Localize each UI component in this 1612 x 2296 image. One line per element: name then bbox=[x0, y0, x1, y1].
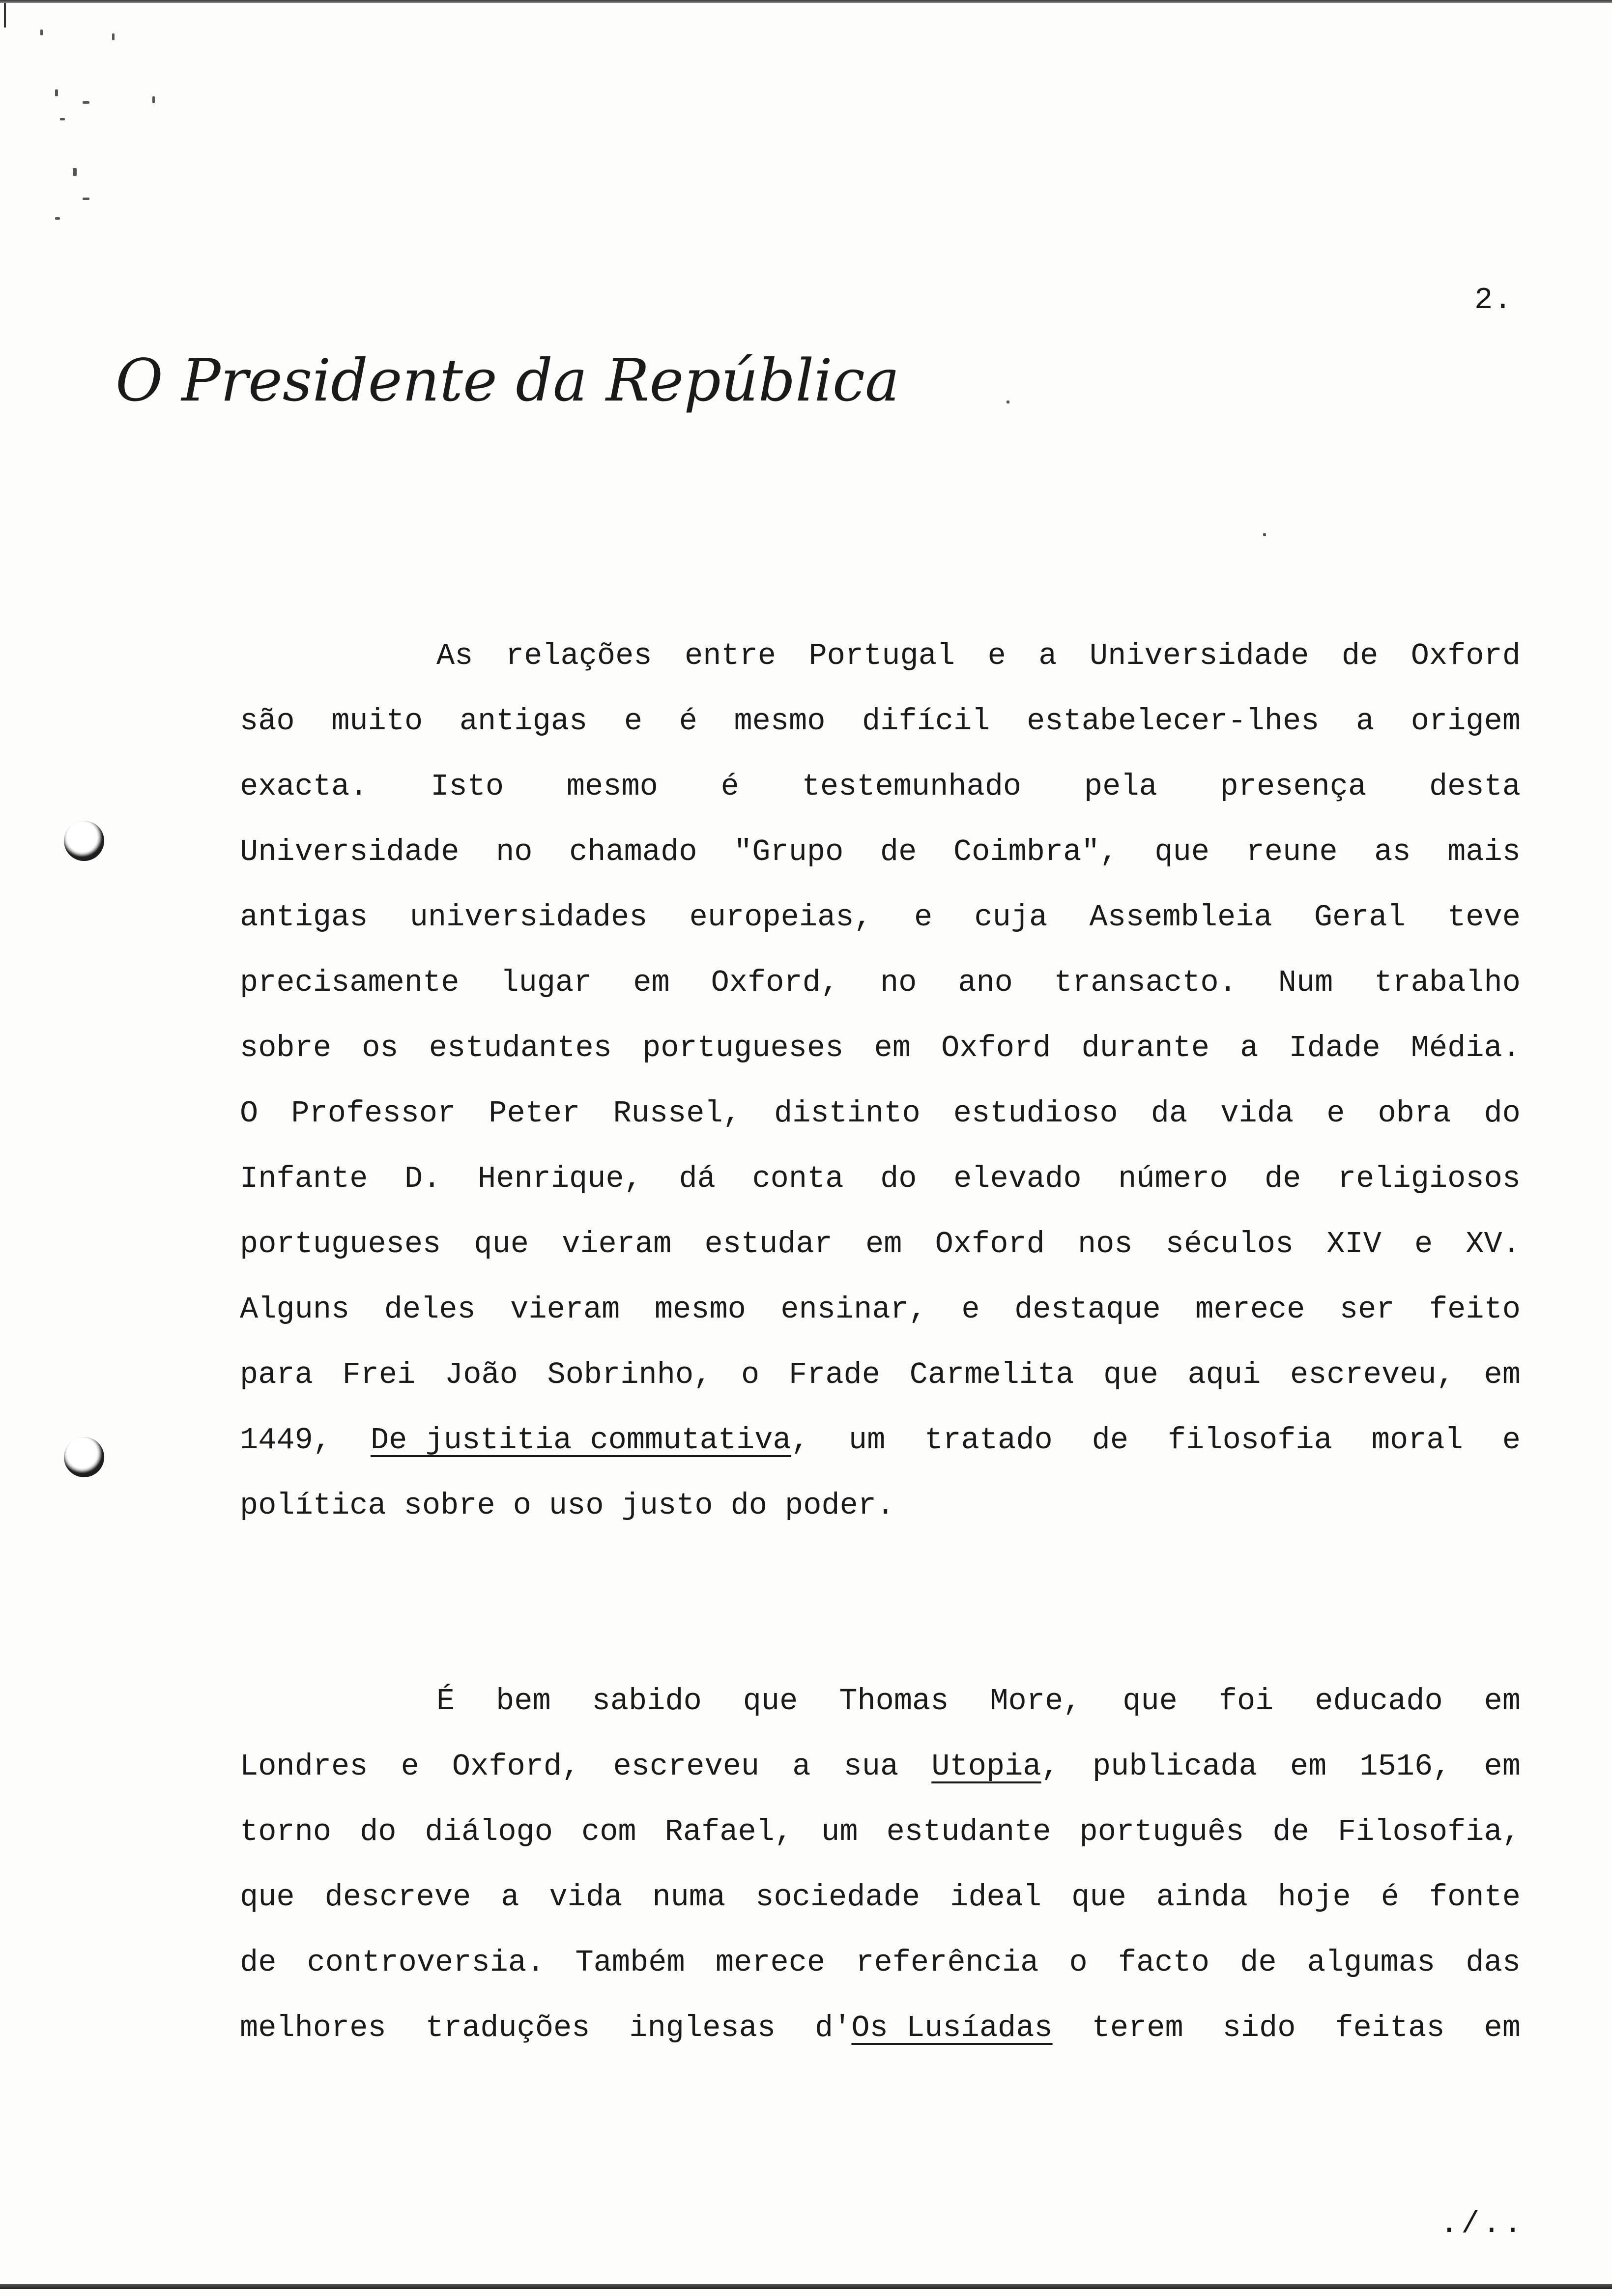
word: um bbox=[848, 1423, 886, 1458]
word: vida bbox=[1220, 1096, 1294, 1131]
word: More, bbox=[990, 1684, 1082, 1719]
word: que bbox=[474, 1227, 529, 1262]
word: com bbox=[581, 1814, 636, 1849]
word: os bbox=[362, 1031, 399, 1065]
word: muito bbox=[331, 704, 423, 739]
word: religiosos bbox=[1337, 1161, 1521, 1196]
word: e bbox=[624, 704, 643, 739]
word: Portugal bbox=[808, 638, 955, 673]
word: e bbox=[961, 1292, 980, 1327]
word: de bbox=[1272, 1814, 1309, 1849]
word: Oxford, bbox=[452, 1749, 580, 1784]
word: do bbox=[360, 1814, 397, 1849]
word: As bbox=[436, 638, 473, 673]
word: XV. bbox=[1466, 1227, 1521, 1262]
scan-top-edge bbox=[0, 0, 1612, 3]
word: e bbox=[987, 638, 1006, 673]
scan-speck bbox=[55, 217, 60, 220]
word: para bbox=[240, 1357, 313, 1392]
scan-edge-mark bbox=[4, 3, 6, 28]
word: ensinar, bbox=[780, 1292, 927, 1327]
word: justo bbox=[621, 1488, 713, 1523]
word: bem bbox=[496, 1684, 551, 1719]
text-line bbox=[240, 1473, 1521, 1538]
word: estudantes bbox=[429, 1031, 612, 1065]
word: Carmelita bbox=[909, 1357, 1074, 1392]
word: mais bbox=[1447, 834, 1521, 869]
word: que bbox=[240, 1880, 295, 1915]
word: que bbox=[743, 1684, 798, 1719]
text-line bbox=[240, 819, 1521, 885]
word: filosofia bbox=[1167, 1423, 1332, 1458]
word: descreve bbox=[324, 1880, 471, 1915]
word: distinto bbox=[774, 1096, 921, 1131]
text-line bbox=[240, 1799, 1521, 1865]
text-line bbox=[240, 1865, 1521, 1930]
book-title-utopia: Utopia bbox=[931, 1749, 1041, 1784]
word: referência bbox=[856, 1945, 1039, 1980]
word: Peter bbox=[489, 1096, 580, 1131]
word: são bbox=[240, 704, 295, 739]
scan-speck bbox=[112, 33, 115, 40]
text-line bbox=[240, 754, 1521, 819]
word: que bbox=[1071, 1880, 1126, 1915]
scan-speck bbox=[40, 29, 43, 35]
word: estabelecer-lhes bbox=[1027, 704, 1320, 739]
word: Num bbox=[1278, 965, 1333, 1000]
word: merece bbox=[1195, 1292, 1305, 1327]
word: difícil bbox=[862, 704, 990, 739]
word: do bbox=[730, 1488, 767, 1523]
word: estudante bbox=[886, 1814, 1051, 1849]
scan-speck bbox=[60, 118, 65, 120]
word: Professor bbox=[291, 1096, 456, 1131]
word: portugueses bbox=[240, 1227, 441, 1262]
word: de bbox=[880, 834, 917, 869]
scan-bottom-edge bbox=[0, 2284, 1612, 2289]
word: da bbox=[1151, 1096, 1188, 1131]
word: antigas bbox=[240, 900, 368, 935]
scan-speck bbox=[83, 101, 89, 104]
word: hoje bbox=[1277, 1880, 1351, 1915]
word: ser bbox=[1339, 1292, 1395, 1327]
word: Oxford, bbox=[711, 965, 839, 1000]
word: em bbox=[1290, 1749, 1327, 1784]
word: transacto. bbox=[1054, 965, 1237, 1000]
word: séculos bbox=[1165, 1227, 1294, 1262]
word: no bbox=[496, 834, 533, 869]
word: sociedade bbox=[755, 1880, 921, 1915]
word: a bbox=[792, 1749, 811, 1784]
word: e bbox=[401, 1749, 419, 1784]
word: Rafael, bbox=[664, 1814, 793, 1849]
word: Média. bbox=[1410, 1031, 1521, 1065]
word: Oxford bbox=[941, 1031, 1051, 1065]
text-line bbox=[240, 1407, 1521, 1473]
word: ano bbox=[958, 965, 1013, 1000]
word: inglesas bbox=[629, 2010, 776, 2045]
word: Henrique, bbox=[478, 1161, 642, 1196]
punch-hole bbox=[64, 821, 104, 861]
word-group bbox=[931, 1734, 1059, 1799]
word: sobre bbox=[240, 1031, 332, 1065]
word: moral bbox=[1371, 1423, 1463, 1458]
word: mesmo bbox=[734, 704, 826, 739]
word: número bbox=[1118, 1161, 1228, 1196]
word: e bbox=[1502, 1423, 1521, 1458]
word: reune bbox=[1246, 834, 1338, 869]
word: Thomas bbox=[839, 1684, 949, 1719]
punch-hole bbox=[64, 1437, 104, 1477]
word: aqui bbox=[1187, 1357, 1261, 1392]
word: pela bbox=[1084, 769, 1157, 804]
word: relações bbox=[505, 638, 652, 673]
word: Universidade bbox=[1089, 638, 1309, 673]
word: , bbox=[791, 1423, 809, 1458]
word: publicada bbox=[1092, 1749, 1257, 1784]
word: numa bbox=[652, 1880, 726, 1915]
text-line bbox=[240, 1081, 1521, 1146]
word: Assembleia bbox=[1089, 900, 1272, 935]
word: presença bbox=[1220, 769, 1367, 804]
word: sua bbox=[843, 1749, 899, 1784]
word: tratado bbox=[924, 1423, 1053, 1458]
word: em bbox=[633, 965, 670, 1000]
word: uso bbox=[548, 1488, 604, 1523]
word: sobre bbox=[403, 1488, 495, 1523]
word: Geral bbox=[1314, 900, 1406, 935]
word: Alguns bbox=[240, 1292, 350, 1327]
text-line bbox=[240, 1995, 1521, 2061]
word: merece bbox=[715, 1945, 826, 1980]
word: poder. bbox=[784, 1488, 895, 1523]
word: a bbox=[501, 1880, 519, 1915]
text-line bbox=[240, 1668, 1521, 1734]
word: elevado bbox=[953, 1161, 1082, 1196]
word: João bbox=[445, 1357, 518, 1392]
word: "Grupo bbox=[734, 834, 844, 869]
word: Oxford bbox=[935, 1227, 1045, 1262]
word: fonte bbox=[1429, 1880, 1521, 1915]
word: do bbox=[1484, 1096, 1521, 1131]
word: é bbox=[720, 769, 739, 804]
word: vieram bbox=[510, 1292, 620, 1327]
word: lugar bbox=[500, 965, 592, 1000]
book-title-de-justitia: De justitia commutativa bbox=[370, 1423, 791, 1458]
word: Oxford bbox=[1410, 638, 1521, 673]
word: de bbox=[1264, 1161, 1301, 1196]
word: em bbox=[1484, 2010, 1521, 2045]
word-group bbox=[815, 1995, 1053, 2061]
word: educado bbox=[1315, 1684, 1443, 1719]
word: a bbox=[1355, 704, 1375, 739]
word: 1516, bbox=[1359, 1749, 1451, 1784]
word: o bbox=[513, 1488, 531, 1523]
word: nos bbox=[1077, 1227, 1133, 1262]
scan-speck bbox=[55, 89, 58, 96]
word: foi bbox=[1218, 1684, 1274, 1719]
word: em bbox=[1484, 1357, 1521, 1392]
word: É bbox=[436, 1684, 455, 1719]
word: Também bbox=[575, 1945, 685, 1980]
word: Londres bbox=[240, 1749, 368, 1784]
text-line bbox=[240, 1015, 1521, 1081]
word: o bbox=[1069, 1945, 1088, 1980]
word: a bbox=[1240, 1031, 1259, 1065]
word: é bbox=[1381, 1880, 1399, 1915]
word: diálogo bbox=[425, 1814, 553, 1849]
word: traduções bbox=[425, 2010, 590, 2045]
text-line bbox=[240, 950, 1521, 1015]
word: conta bbox=[752, 1161, 844, 1196]
word: 1449, bbox=[240, 1423, 332, 1458]
word: torno bbox=[240, 1814, 332, 1849]
word: estudioso bbox=[953, 1096, 1118, 1131]
word: em bbox=[1484, 1684, 1521, 1719]
word: Russel, bbox=[613, 1096, 741, 1131]
word: deles bbox=[384, 1292, 476, 1327]
word: origem bbox=[1410, 704, 1521, 739]
word: destaque bbox=[1014, 1292, 1161, 1327]
word: portugueses bbox=[642, 1031, 844, 1065]
word: é bbox=[679, 704, 697, 739]
word: vida bbox=[549, 1880, 623, 1915]
word: Isto bbox=[431, 769, 504, 804]
word: teve bbox=[1447, 900, 1521, 935]
word: dá bbox=[679, 1161, 716, 1196]
word: controversia. bbox=[307, 1945, 545, 1980]
word: Infante bbox=[240, 1161, 368, 1196]
word: terem bbox=[1092, 2010, 1183, 2045]
word-group bbox=[371, 1407, 809, 1473]
word: melhores bbox=[240, 2010, 386, 2045]
word: e bbox=[1414, 1227, 1433, 1262]
scan-speck bbox=[1263, 533, 1266, 536]
word: mesmo bbox=[566, 769, 658, 804]
word: Idade bbox=[1289, 1031, 1381, 1065]
word: português bbox=[1079, 1814, 1244, 1849]
word: que bbox=[1123, 1684, 1178, 1719]
word: escreveu bbox=[613, 1749, 760, 1784]
word: europeias, bbox=[689, 900, 872, 935]
text-line bbox=[240, 1342, 1521, 1407]
word: estudar bbox=[704, 1227, 833, 1262]
text-line bbox=[240, 1930, 1521, 1995]
continuation-mark: ./.. bbox=[1440, 2207, 1525, 2241]
word: durante bbox=[1081, 1031, 1209, 1065]
word: trabalho bbox=[1374, 965, 1521, 1000]
letterhead-logo bbox=[111, 339, 900, 432]
word: Frade bbox=[788, 1357, 880, 1392]
page-number: 2. bbox=[1474, 283, 1513, 317]
word: e bbox=[914, 900, 933, 935]
word: sido bbox=[1222, 2010, 1296, 2045]
word: Universidade bbox=[240, 834, 460, 869]
scan-speck bbox=[152, 96, 155, 103]
word: o bbox=[741, 1357, 760, 1392]
word: Coimbra", bbox=[953, 834, 1118, 869]
word: testemunhado bbox=[802, 769, 1022, 804]
word: as bbox=[1374, 834, 1411, 869]
word: Frei bbox=[342, 1357, 416, 1392]
word: exacta. bbox=[240, 769, 368, 804]
scan-speck bbox=[83, 198, 89, 200]
word: ideal bbox=[950, 1880, 1042, 1915]
letterhead-title: O Presidente da República bbox=[115, 346, 900, 414]
word: precisamente bbox=[240, 965, 460, 1000]
text-line bbox=[240, 885, 1521, 950]
word: D. bbox=[404, 1161, 441, 1196]
word: facto bbox=[1118, 1945, 1209, 1980]
text-line bbox=[240, 1211, 1521, 1277]
word: em bbox=[865, 1227, 902, 1262]
word: de bbox=[1240, 1945, 1277, 1980]
text-line bbox=[240, 689, 1521, 754]
word: e bbox=[1326, 1096, 1345, 1131]
word: ainda bbox=[1156, 1880, 1248, 1915]
word: feitas bbox=[1335, 2010, 1445, 2045]
word: cuja bbox=[974, 900, 1048, 935]
word: vieram bbox=[562, 1227, 672, 1262]
word: de bbox=[240, 1945, 277, 1980]
word: a bbox=[1038, 638, 1057, 673]
word: Sobrinho, bbox=[547, 1357, 712, 1392]
word: escreveu, bbox=[1290, 1357, 1455, 1392]
word: do bbox=[880, 1161, 917, 1196]
word: em bbox=[1484, 1749, 1521, 1784]
word: antigas bbox=[459, 704, 588, 739]
word: no bbox=[880, 965, 917, 1000]
book-title-os-lusiadas: Os Lusíadas bbox=[851, 2010, 1053, 2045]
word: um bbox=[821, 1814, 858, 1849]
word: XIV bbox=[1326, 1227, 1382, 1262]
word: entre bbox=[684, 638, 777, 673]
word: em bbox=[874, 1031, 911, 1065]
word: Filosofia, bbox=[1337, 1814, 1521, 1849]
paragraph-1 bbox=[240, 623, 1521, 1538]
word: de bbox=[1092, 1423, 1129, 1458]
scan-speck bbox=[73, 168, 77, 176]
word: chamado bbox=[569, 834, 697, 869]
word: d' bbox=[814, 2010, 852, 2045]
text-line bbox=[240, 1734, 1521, 1799]
word: algumas bbox=[1307, 1945, 1436, 1980]
word: sabido bbox=[592, 1684, 702, 1719]
word: que bbox=[1154, 834, 1209, 869]
word: O bbox=[240, 1096, 259, 1131]
word: obra bbox=[1378, 1096, 1451, 1131]
word: das bbox=[1466, 1945, 1521, 1980]
text-line bbox=[240, 623, 1521, 689]
paragraph-2 bbox=[240, 1668, 1521, 2061]
word: feito bbox=[1429, 1292, 1521, 1327]
word: que bbox=[1103, 1357, 1158, 1392]
word: , bbox=[1041, 1749, 1060, 1784]
word: desta bbox=[1429, 769, 1521, 804]
word: mesmo bbox=[654, 1292, 746, 1327]
text-line bbox=[240, 1277, 1521, 1342]
scan-speck bbox=[1007, 401, 1009, 403]
text-line bbox=[240, 1146, 1521, 1211]
word: política bbox=[240, 1488, 386, 1523]
word: de bbox=[1341, 638, 1379, 673]
word: universidades bbox=[409, 900, 648, 935]
